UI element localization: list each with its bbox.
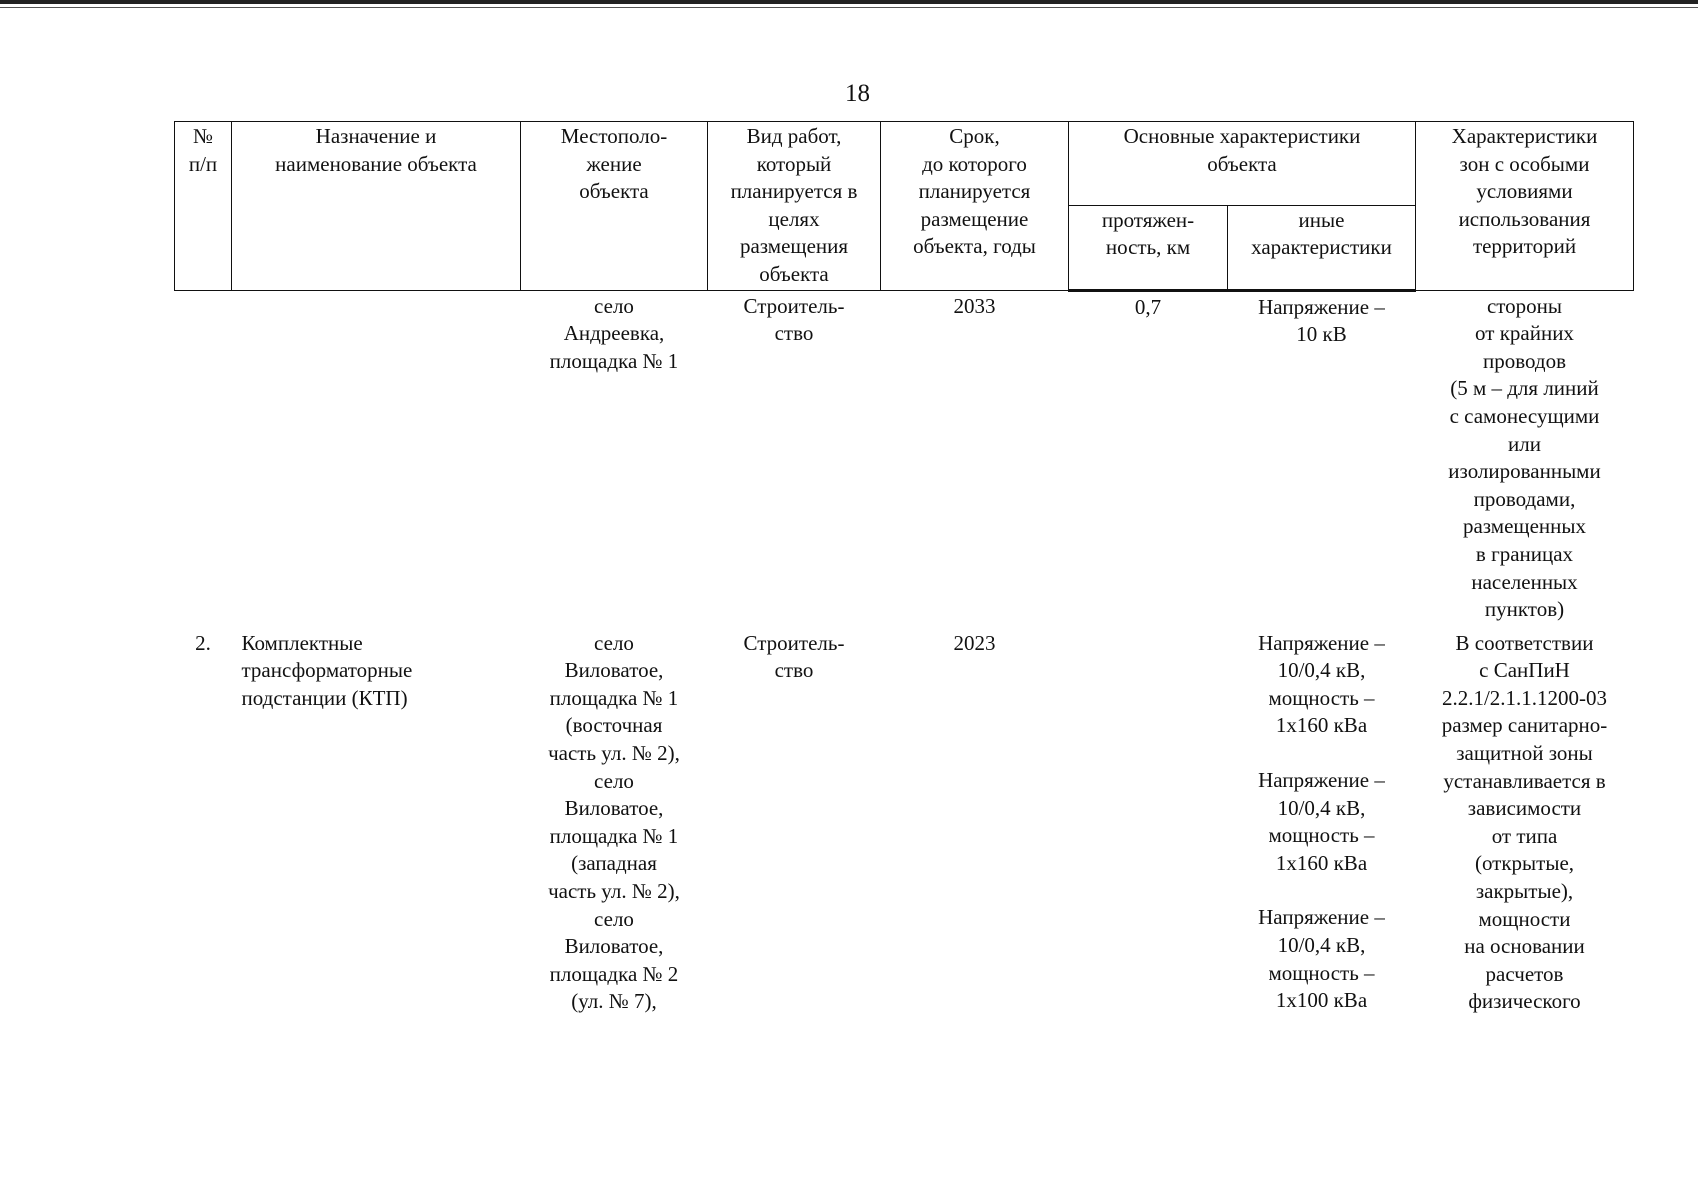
row-other-characteristics: Напряжение – 10/0,4 кВ, мощность – 1x160 кВа Напряжение – 10/0,4 кВ, мощность – 1x160 кВа Напряжение – 10/0,4 кВ, мощность – 1x100 кВа (1258, 630, 1385, 1013)
page-number: 18 (845, 80, 870, 107)
row-zone-characteristics: В соответствии с СанПиН 2.2.1/2.1.1.1200-03 размер санитарно- защитной зоны устанавливается в зависимости от типа (открытые, закрытые), мощности на основании расчетов физического (1441, 630, 1608, 1014)
table-row (175, 628, 1634, 1018)
header-deadline: Срок, до которого планируется размещение объекта, годы (881, 122, 1069, 291)
row-length: 0,7 (1134, 294, 1162, 319)
row-name (232, 290, 521, 628)
objects-table (174, 121, 1634, 1018)
row-other-characteristics: Напряжение – 10 кВ (1258, 294, 1385, 347)
row-name: Комплектные трансформаторные подстанции (КТП) (241, 630, 413, 710)
row-work-type: Строитель- ство (743, 293, 845, 346)
row-location: село Виловатое, площадка № 1 (восточная часть ул. № 2), село Виловатое, площадка № 1 (западная часть ул. № 2), село Виловатое, площадка № 2 (ул. № 7), (548, 630, 680, 1014)
row-zone-characteristics: стороны от крайних проводов (5 м – для линий с самонесущими или изолированными проводами, размещенных в границах населенных пунктов) (1448, 293, 1601, 622)
row-number: 2. (195, 630, 211, 655)
header-name: Назначение и наименование объекта (232, 122, 521, 291)
header-main-characteristics: Основные характеристики объекта (1069, 122, 1416, 206)
header-number: № п/п (175, 122, 232, 291)
top-rule (0, 0, 1698, 4)
row-work-type: Строитель- ство (743, 630, 845, 683)
row-location: село Андреевка, площадка № 1 (549, 293, 679, 373)
header-location: Местополо- жение объекта (521, 122, 708, 291)
row-deadline: 2033 (953, 293, 996, 318)
table-row (175, 290, 1634, 628)
header-other-characteristics: иные характеристики (1228, 205, 1416, 290)
top-rule-thin (0, 7, 1698, 8)
header-zone-characteristics: Характеристики зон с особыми условиями использования территорий (1416, 122, 1634, 291)
row-deadline: 2023 (953, 630, 996, 655)
row-number (175, 290, 232, 628)
header-work-type: Вид работ, который планируется в целях размещения объекта (708, 122, 881, 291)
header-length: протяжен- ность, км (1069, 205, 1228, 290)
row-length (1069, 628, 1228, 1018)
